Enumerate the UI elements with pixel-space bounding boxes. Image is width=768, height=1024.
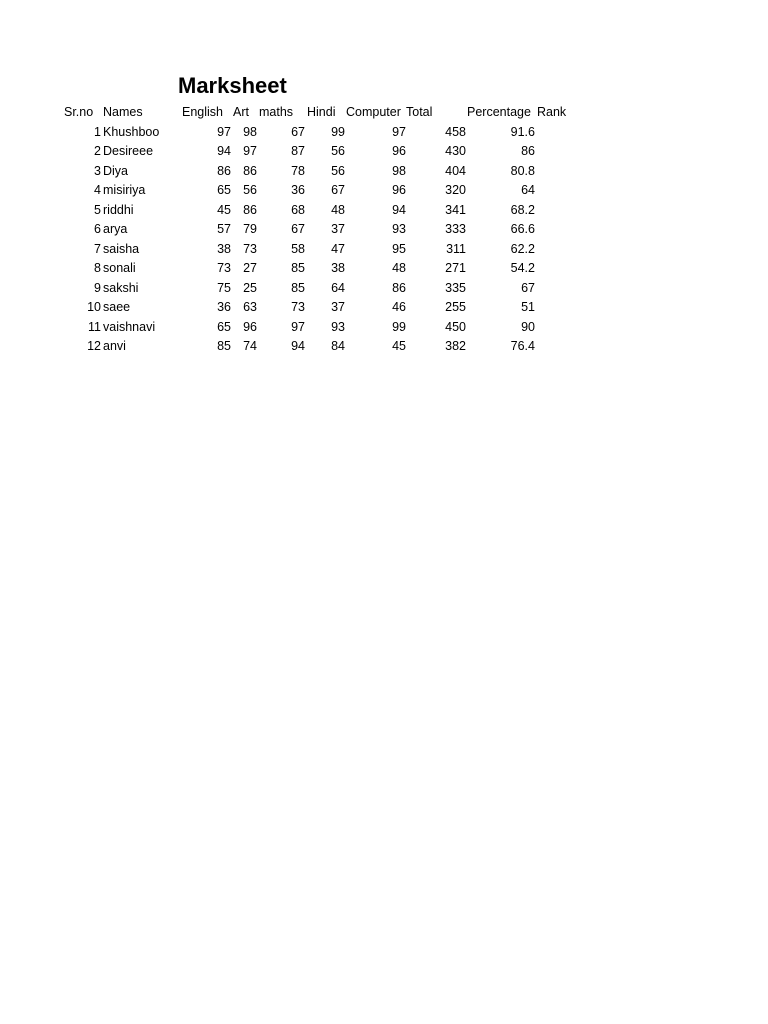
cell-english: 36 [217,300,231,314]
page-title: Marksheet [178,73,287,98]
cell-art: 97 [243,144,257,158]
cell-art: 56 [243,183,257,197]
table-body [0,123,768,357]
marksheet-table [0,103,768,357]
cell-computer: 48 [392,261,406,275]
cell-art: 73 [243,241,257,256]
cell-hindi: 93 [331,319,345,334]
cell-sr: 10 [87,300,101,314]
cell-art: 96 [243,319,257,334]
cell-hindi: 64 [331,280,345,295]
cell-name: riddhi [103,202,134,217]
cell-art: 86 [243,163,257,178]
cell-percentage: 62.2 [510,241,535,256]
cell-name: arya [103,222,128,236]
cell-art: 63 [243,300,257,314]
cell-percentage: 76.4 [510,339,535,353]
cell-name: Khushboo [103,124,160,139]
cell-total: 333 [445,222,466,236]
cell-percentage: 68.2 [510,202,535,217]
table-row [0,337,768,357]
cell-english: 38 [217,241,231,256]
header-rank: Rank [537,105,567,119]
cell-sr: 9 [94,280,101,295]
cell-sr: 4 [94,183,101,197]
cell-maths: 68 [291,202,305,217]
cell-hindi: 38 [331,261,345,275]
cell-english: 86 [217,163,231,178]
cell-hindi: 99 [331,124,345,139]
cell-total: 382 [445,339,466,353]
cell-english: 97 [217,124,231,139]
cell-percentage: 90 [521,319,535,334]
table-row [0,318,768,338]
cell-sr: 12 [87,339,101,353]
cell-maths: 94 [291,339,305,353]
cell-maths: 85 [291,261,305,275]
table-row [0,142,768,162]
cell-name: sonali [103,261,136,275]
cell-name: anvi [103,339,126,353]
header-row [0,103,768,123]
header-percentage: Percentage [467,105,531,119]
cell-total: 450 [445,319,466,334]
cell-name: saee [103,300,131,314]
table-row [0,123,768,143]
cell-sr: 6 [94,222,101,236]
cell-computer: 99 [392,319,406,334]
header-srno: Sr.no [64,105,94,119]
header-computer: Computer [346,105,401,119]
cell-maths: 78 [291,163,305,178]
cell-name: saisha [103,241,140,256]
cell-total: 404 [445,163,466,178]
cell-percentage: 66.6 [510,222,535,236]
cell-computer: 96 [392,183,406,197]
table-row [0,240,768,260]
cell-art: 98 [243,124,257,139]
cell-art: 27 [243,261,257,275]
cell-art: 86 [243,202,257,217]
cell-art: 25 [243,280,257,295]
cell-total: 311 [446,241,466,256]
cell-art: 79 [243,222,257,236]
cell-computer: 45 [392,339,406,353]
table-row [0,162,768,182]
header-hindi: Hindi [307,105,336,119]
cell-total: 255 [445,300,466,314]
cell-sr: 3 [94,163,101,178]
cell-computer: 94 [392,202,406,217]
cell-total: 271 [445,261,466,275]
cell-hindi: 37 [331,300,345,314]
cell-sr: 11 [88,319,101,334]
cell-computer: 95 [392,241,406,256]
cell-total: 320 [445,183,466,197]
table-row [0,298,768,318]
cell-maths: 85 [291,280,305,295]
cell-name: Desireee [103,144,154,158]
cell-computer: 86 [392,280,406,295]
cell-sr: 2 [94,144,101,158]
header-art: Art [233,105,249,119]
cell-computer: 97 [392,124,406,139]
cell-maths: 97 [291,319,305,334]
header-maths: maths [259,105,294,119]
cell-total: 458 [445,124,466,139]
cell-art: 74 [243,339,257,353]
cell-hindi: 37 [331,222,345,236]
cell-name: sakshi [103,280,139,295]
cell-hindi: 56 [331,163,345,178]
cell-english: 65 [217,183,231,197]
cell-sr: 8 [94,261,101,275]
cell-english: 45 [217,202,231,217]
header-total: Total [406,105,433,119]
table-row [0,259,768,279]
cell-percentage: 80.8 [510,163,535,178]
cell-total: 341 [445,202,466,217]
table-row [0,220,768,240]
cell-english: 75 [217,280,231,295]
cell-hindi: 84 [331,339,345,353]
cell-hindi: 67 [331,183,345,197]
table-row [0,201,768,221]
cell-hindi: 47 [331,241,345,256]
cell-english: 94 [217,144,231,158]
cell-percentage: 51 [521,300,535,314]
cell-percentage: 91.6 [510,124,535,139]
cell-total: 335 [445,280,466,295]
cell-percentage: 86 [521,144,535,158]
header-names: Names [103,105,143,119]
cell-maths: 73 [291,300,305,314]
cell-maths: 87 [291,144,305,158]
cell-english: 57 [217,222,231,236]
cell-english: 65 [217,319,231,334]
cell-sr: 7 [94,241,101,256]
cell-english: 85 [217,339,231,353]
cell-sr: 5 [94,202,101,217]
cell-hindi: 56 [331,144,345,158]
cell-computer: 96 [392,144,406,158]
cell-computer: 98 [392,163,406,178]
cell-maths: 36 [291,183,305,197]
cell-maths: 58 [291,241,305,256]
cell-computer: 46 [392,300,406,314]
cell-maths: 67 [291,124,305,139]
header-english: English [182,105,223,119]
cell-total: 430 [445,144,466,158]
cell-sr: 1 [94,124,101,139]
cell-english: 73 [217,261,231,275]
cell-name: vaishnavi [103,319,156,334]
cell-name: misiriya [103,183,146,197]
cell-name: Diya [103,163,129,178]
table-row [0,181,768,201]
table-row [0,279,768,299]
cell-computer: 93 [392,222,406,236]
cell-percentage: 67 [521,280,535,295]
cell-percentage: 54.2 [510,261,535,275]
cell-percentage: 64 [521,183,535,197]
cell-hindi: 48 [331,202,345,217]
cell-maths: 67 [291,222,305,236]
